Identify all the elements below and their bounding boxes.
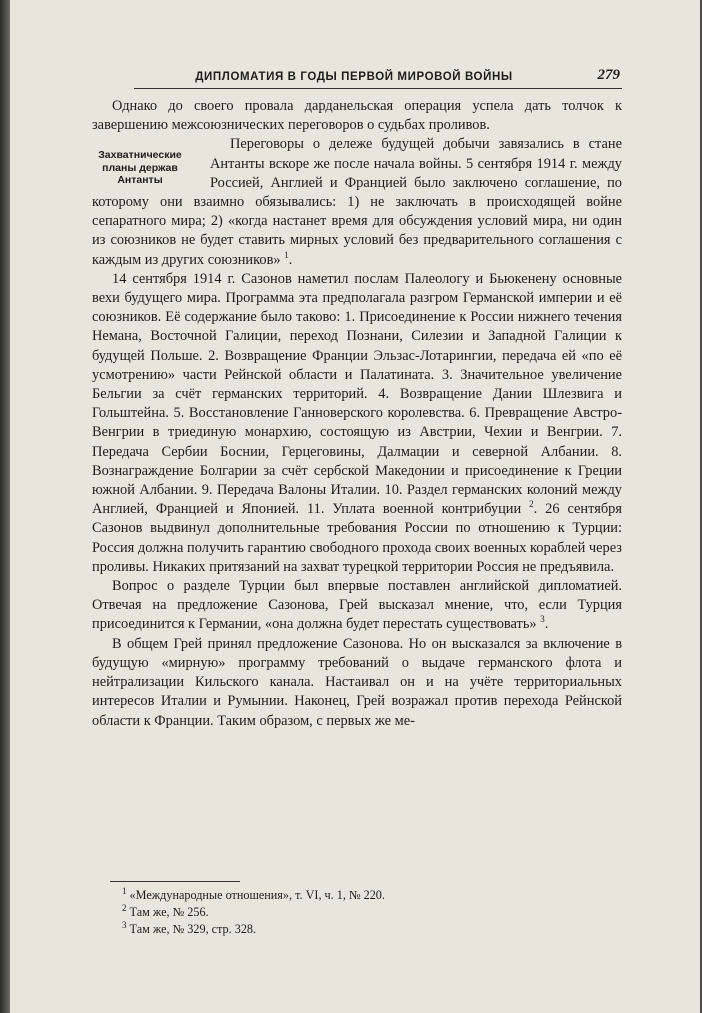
paragraph-4-text: Вопрос о разделе Турции был впервые поставлен английской дипломатией. Отвечая на предложение Сазонова, Грей высказал мнение, что, если Турция присоединится к Германии, «она должна будет перестать существовать» xyxy=(92,578,622,633)
footnote-2 xyxy=(122,904,622,921)
footnote-3-mark: 3 xyxy=(122,919,127,930)
footnote-3-text: Там же, № 329, стр. 328. xyxy=(129,922,257,936)
paragraph-4: Вопрос о разделе Турции был впервые поставлен английской дипломатией. Отвечая на предложение Сазонова, Грей высказал мнение, что, если Турция присоединится к Германии, «она должна будет перестать существовать» $^3$. xyxy=(92,578,622,633)
footnote-1-mark: 1 xyxy=(122,885,127,896)
book-page xyxy=(10,0,700,1013)
footnotes xyxy=(122,887,622,938)
page-edge-shadow xyxy=(0,0,10,1013)
paragraph-2: Захватнические планы держав Антанты Переговоры о дележе будущей добычи завязались в стане Антанты вскоре же после начала войны. 5 сентября 1914 г. между Россией, Англией и Францией было заключено соглашение, по которому они взаимно обязывались: 1) не заключать в происходящей войне сепаратного мира; 2) «когда настанет время для обсуждения условий мира, ни один из союзников не будет ставить мирных условий без предварительного соглашения с каждым из других союзников» $^1$. xyxy=(92,135,622,269)
paragraph-3b-text: 26 сентября Сазонов выдвинул дополнительные требования России по отношению к Турции: Россия должна получить гарантию свободного прохода своих военных кораблей через проливы. Никаких притязаний на захват турецкой территории Россия не предъявила. xyxy=(92,501,622,575)
footnote-1 xyxy=(122,887,622,904)
footnote-ref-3: 3 xyxy=(540,614,545,625)
footnote-ref-1: 1 xyxy=(284,249,289,260)
paragraph-2-text: Переговоры о дележе будущей добычи завязались в стане Антанты вскоре же после начала войны. 5 сентября 1914 г. между Россией, Англией и Францией было заключено соглашение, по которому они взаимно обязывались: 1) не заключать в происходящей войне сепаратного мира; 2) «когда настанет время для обсуждения условий мира, ни один из союзников не будет ставить мирных условий без предварительного соглашения с каждым из других союзников» xyxy=(92,136,622,268)
paragraph-3-text: 14 сентября 1914 г. Сазонов наметил послам Палеологу и Бьюкенену основные вехи будущего мира. Программа эта предполагала разгром Германской империи и её союзников. Её содержание было таково: 1. Присоединение к России нижнего течения Немана, Восточной Галиции, переход Познани, Силезии и Западной Галиции к будущей Польше. 2. Возвращение Франции Эльзас-Лотарингии, передача ей «по её усмотрению» части Рейнской области и Палатината. 3. Значительное увеличение Бельгии за счёт германских территорий. 4. Возвращение Дании Шлезвига и Гольштейна. 5. Восстановление Ганноверского королевства. 6. Превращение Австро-Венгрии в триединую монархию, состоящую из Австрии, Чехии и Венгрии. 7. Передача Сербии Боснии, Герцеговины, Далмации и северной Албании. 8. Вознаграждение Болгарии за счёт сербской Македонии и присоединение к Греции южной Албании. 9. Передача Валоны Италии. 10. Раздел германских колоний между Англией, Францией и Японией. 11. Уплата военной контрибуции xyxy=(92,270,622,518)
page-header xyxy=(134,66,622,89)
footnote-3 xyxy=(122,921,622,938)
paragraph-3: 14 сентября 1914 г. Сазонов наметил послам Палеологу и Бьюкенену основные вехи будущего мира. Программа эта предполагала разгром Германской империи и её союзников. Её содержание было таково: 1. Присоединение к России нижнего течения Немана, Восточной Галиции, переход Познани, Силезии и Западной Галиции к будущей Польше. 2. Возвращение Франции Эльзас-Лотарингии, передача ей «по её усмотрению» части Рейнской области и Палатината. 3. Значительное увеличение Бельгии за счёт германских территорий. 4. Возвращение Дании Шлезвига и Гольштейна. 5. Восстановление Ганноверского королевства. 6. Превращение Австро-Венгрии в триединую монархию, состоящую из Австрии, Чехии и Венгрии. 7. Передача Сербии Боснии, Герцеговины, Далмации и северной Албании. 8. Вознаграждение Болгарии за счёт сербской Македонии и присоединение к Греции южной Албании. 9. Передача Валоны Италии. 10. Раздел германских колоний между Англией, Францией и Японией. 11. Уплата военной контрибуции $^2$. 26 сентября Сазонов выдвинул дополнительные требования России по отношению к Турции: Россия должна получить гарантию свободного прохода своих военных кораблей через проливы. Никаких притязаний на захват турецкой территории Россия не предъявила. xyxy=(92,270,622,575)
footnote-2-mark: 2 xyxy=(122,902,127,913)
footnote-divider xyxy=(110,881,240,882)
margin-note: Захватнические планы держав Антанты xyxy=(98,149,182,187)
footnote-2-text: Там же, № 256. xyxy=(129,905,209,919)
body-text xyxy=(92,97,622,731)
running-head: ДИПЛОМАТИЯ В ГОДЫ ПЕРВОЙ МИРОВОЙ ВОЙНЫ xyxy=(195,71,513,83)
footnote-1-text: «Международные отношения», т. VI, ч. 1, № 220. xyxy=(129,888,385,902)
paragraph-1: Однако до своего провала дарданельская операция успела дать толчок к завершению межсоюзнических переговоров о судьбах проливов. xyxy=(92,98,622,134)
footnote-ref-2: 2 xyxy=(529,499,534,510)
paragraph-5: В общем Грей принял предложение Сазонова. Но он высказался за включение в будущую «мирную» программу требований о выдаче германского флота и нейтрализации Кильского канала. Настаивал он и на учёте территориальных интересов Италии и Румынии. Наконец, Грей возражал против перехода Рейнской области к Франции. Таким образом, с первых же ме- xyxy=(92,635,622,729)
page-number: 279 xyxy=(597,67,620,83)
